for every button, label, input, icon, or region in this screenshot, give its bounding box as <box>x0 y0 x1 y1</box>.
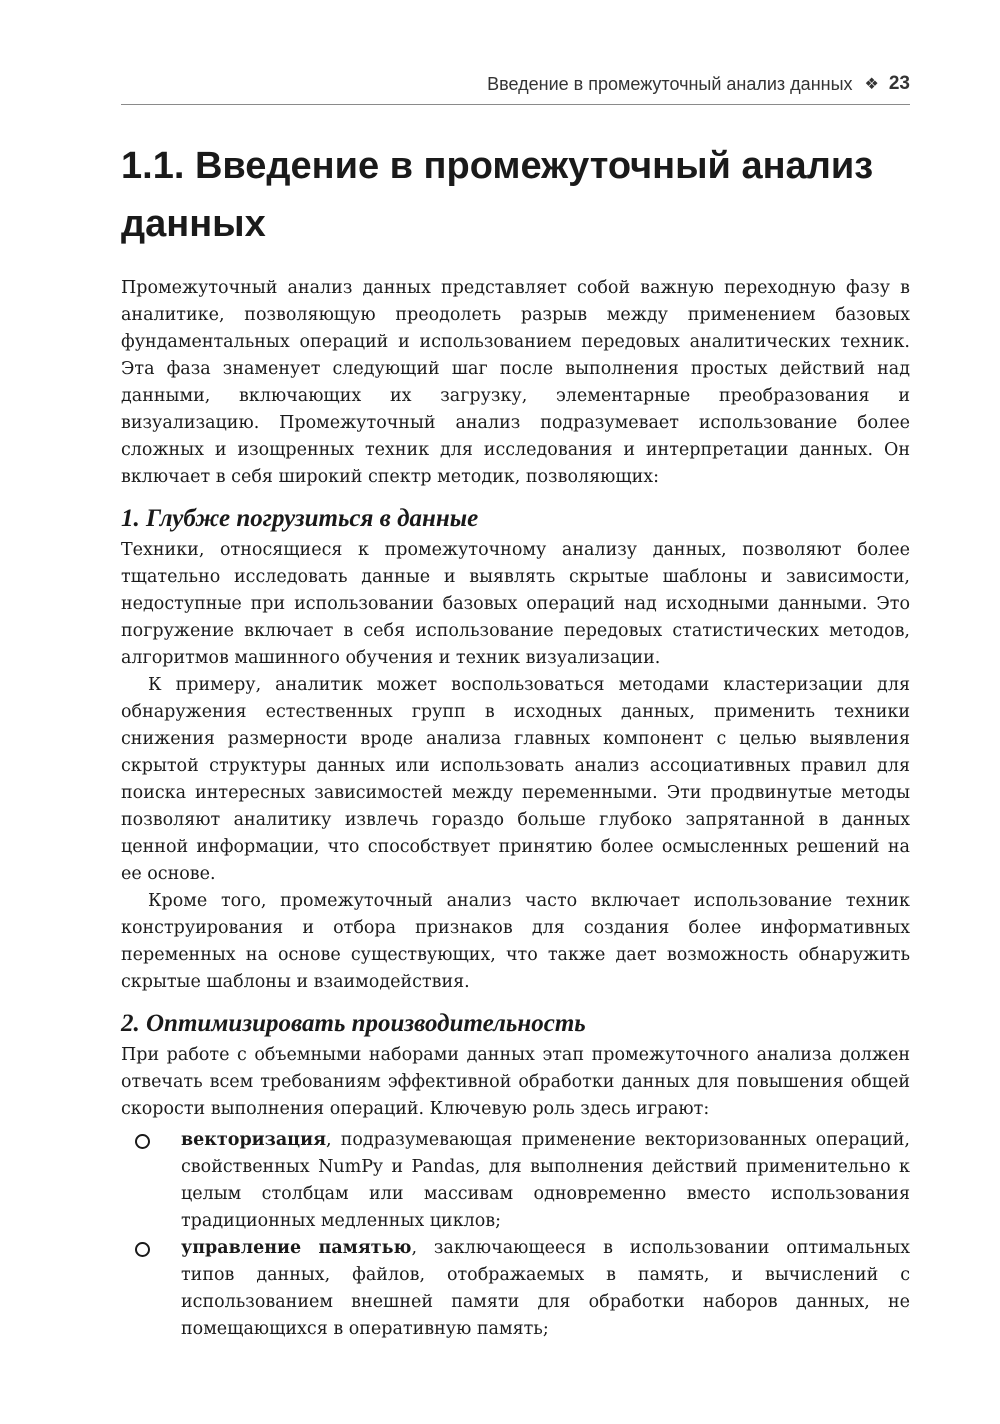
paragraph: При работе с объемными наборами данных этап промежуточного анализа должен отвечать всем требованиям эффективной обработки данных для повышения общей скорости выполнения операций. Ключевую роль здесь играют: <box>121 1045 910 1119</box>
subsection-heading-2: 2. Оптимизировать производительность <box>121 1010 586 1037</box>
intro-paragraph: Промежуточный анализ данных представляет собой важную переходную фазу в аналитике, позволяющую преодолеть разрыв между применением базовых фундаментальных операций и использованием передовых аналитических техник. Эта фаза знаменует следующий шаг после выполнения простых действий над данными, включающих их загрузку, элементарные преобразования и визуализацию. Промежуточный анализ подразумевает использование более сложных и изощренных техник для исследования и интерпретации данных. Он включает в себя широкий спектр методик, позволяющих: <box>121 278 910 487</box>
diamond-separator-icon: ❖ <box>864 76 879 93</box>
book-page <box>121 66 910 1343</box>
running-title: Введение в промежуточный анализ данных <box>487 73 853 94</box>
list-item-text <box>181 1235 910 1343</box>
list-item <box>135 1235 910 1343</box>
bullet-list <box>135 1127 910 1343</box>
list-item-term: управление памятью <box>181 1238 412 1258</box>
circle-bullet-icon <box>135 1235 181 1265</box>
paragraph: К примеру, аналитик может воспользоваться методами кластеризации для обнаружения естественных групп в исходных данных, применить техники снижения размерности вроде анализа главных компонент с целью выявления скрытой структуры данных или использовать анализ ассоциативных правил для поиска интересных зависимостей между переменными. Эти продвинутые методы позволяют аналитику извлечь гораздо больше глубоко запрятанной в данных ценной информации, что способствует принятию более осмысленных решений на ее основе. <box>121 675 910 884</box>
circle-bullet-icon <box>135 1127 181 1157</box>
paragraph: Кроме того, промежуточный анализ часто включает использование техник конструирования и отбора признаков для создания более информативных переменных на основе существующих, что также дает возможность обнаружить скрытые шаблоны и взаимодействия. <box>121 891 910 992</box>
list-item <box>135 1127 910 1235</box>
section-title: 1.1. Введение в промежуточный анализ данных <box>121 145 874 245</box>
list-item-term: векторизация <box>181 1130 327 1150</box>
page-number: 23 <box>888 73 910 94</box>
list-item-description: , подразумевающая применение векторизованных операций, свойственных NumPy и Pandas, для выполнения действий применительно к целым столбцам или массивам одновременно вместо использования традиционных медленных циклов; <box>181 1130 910 1231</box>
running-header <box>121 66 910 105</box>
subsection-heading-1: 1. Глубже погрузиться в данные <box>121 505 479 532</box>
paragraph: Техники, относящиеся к промежуточному анализу данных, позволяют более тщательно исследовать данные и выявлять скрытые шаблоны и зависимости, недоступные при использовании базовых операций над исходными данными. Это погружение включает в себя использование передовых статистических методов, алгоритмов машинного обучения и техник визуализации. <box>121 540 910 668</box>
list-item-description: , заключающееся в использовании оптимальных типов данных, файлов, отображаемых в память, и вычислений с использованием внешней памяти для обработки наборов данных, не помещающихся в оперативную память; <box>181 1238 910 1339</box>
list-item-text <box>181 1127 910 1235</box>
